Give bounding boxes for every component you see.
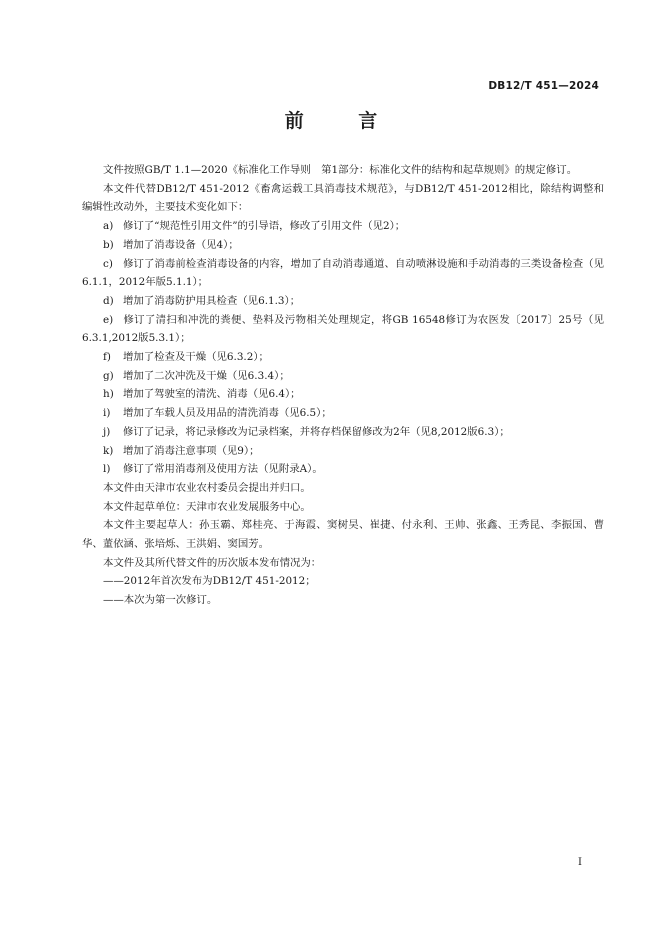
page-number: I: [578, 857, 582, 868]
item-marker: c): [103, 257, 113, 270]
change-item: [82, 348, 604, 367]
change-item: [82, 423, 604, 442]
item-text: 修订了“规范性引用文件”的引导语，修改了引用文件（见2）；: [123, 220, 406, 233]
item-text: 增加了消毒防护用具检查（见6.1.3）；: [123, 294, 301, 307]
paragraph-history-intro: 本文件及其所代替文件的历次版本发布情况为：: [103, 556, 322, 569]
change-item: [82, 385, 604, 404]
page-title: 前 言: [284, 110, 402, 132]
item-text: 增加了消毒设备（见4）；: [123, 238, 239, 251]
item-marker: a): [103, 220, 114, 233]
item-marker: j): [103, 425, 111, 438]
item-text: 增加了二次冲洗及干燥（见6.3.4）；: [123, 369, 290, 382]
change-item: [82, 404, 604, 423]
item-text: 增加了车载人员及用品的清洗消毒（见6.5）；: [123, 407, 332, 420]
item-marker: b): [103, 238, 114, 251]
change-item: [82, 217, 604, 236]
paragraph-drafters: 本文件主要起草人：孙玉霸、郑桂亮、于海霞、窦树昊、崔捷、付永利、王帅、张鑫、王秀昆、李振国、曹华、董依涵、张培烁、王洪娟、窦国芳。: [82, 519, 604, 551]
paragraph-drafting-basis: 文件按照GB/T 1.1—2020《标准化工作导则 第1部分：标准化文件的结构和起草规则》的规定修订。: [103, 164, 578, 176]
history-item: ——2012年首次发布为DB12/T 451-2012；: [103, 575, 316, 588]
change-item: [82, 255, 604, 292]
foreword-body: [82, 161, 604, 610]
change-item: [82, 311, 604, 348]
paragraph-proposer: 本文件由天津市农业农村委员会提出并归口。: [103, 481, 311, 494]
item-marker: h): [103, 388, 114, 401]
item-marker: d): [103, 294, 114, 307]
item-text: 修订了常用消毒剂及使用方法（见附录A）。: [123, 463, 323, 476]
change-item: [82, 442, 604, 461]
item-text: 修订了清扫和冲洗的粪便、垫料及污物相关处理规定，将GB 16548修订为农医发〔2017〕25号（见6.3.1,2012版5.3.1）；: [82, 313, 604, 345]
document-code: DB12/T 451—2024: [488, 80, 599, 92]
paragraph-drafting-unit: 本文件起草单位：天津市农业发展服务中心。: [103, 500, 311, 513]
item-text: 增加了驾驶室的清洗、消毒（见6.4）；: [123, 388, 301, 401]
item-text: 修订了记录，将记录修改为记录档案，并将存档保留修改为2年（见8,2012版6.3）；: [123, 425, 510, 438]
change-item: [82, 236, 604, 255]
item-marker: g): [103, 369, 114, 382]
history-item: ——本次为第一次修订。: [103, 594, 218, 607]
item-marker: i): [103, 407, 111, 420]
change-item: [82, 367, 604, 386]
item-text: 增加了消毒注意事项（见9）；: [123, 444, 260, 457]
item-marker: k): [103, 444, 114, 457]
item-text: 修订了消毒前检查消毒设备的内容，增加了自动消毒通道、自动喷淋设施和手动消毒的三类设备检查（见6.1.1，2012年版5.1.1）；: [82, 257, 604, 289]
item-text: 增加了检查及干燥（见6.3.2）；: [123, 351, 269, 364]
item-marker: e): [103, 313, 114, 326]
change-item: [82, 460, 604, 479]
item-marker: l): [103, 463, 111, 476]
item-marker: f): [103, 351, 111, 364]
paragraph-replacement-note: 本文件代替DB12/T 451-2012《畜禽运载工具消毒技术规范》，与DB12/T 451-2012相比，除结构调整和编辑性改动外，主要技术变化如下：: [82, 182, 604, 214]
change-item: [82, 292, 604, 311]
